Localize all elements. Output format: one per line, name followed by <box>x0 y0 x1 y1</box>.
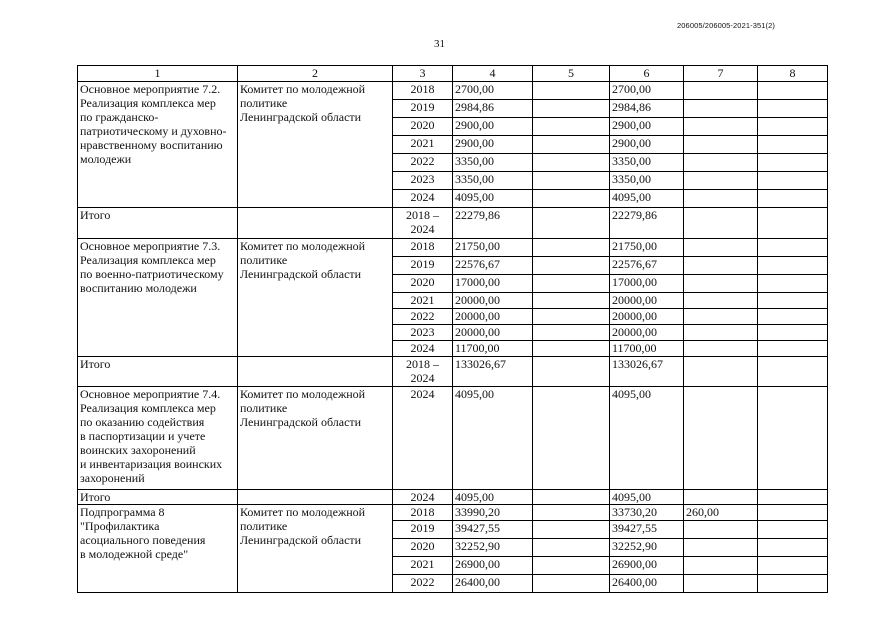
total-period-line: 2018 – <box>406 357 439 371</box>
amount-col6: 3350,00 <box>610 172 684 190</box>
activity-description-line: асоциального поведения <box>80 533 206 547</box>
amount-col5 <box>533 521 610 539</box>
activity-description-line: воинских захоронений <box>80 443 196 457</box>
amount-col6: 2900,00 <box>610 118 684 136</box>
amount-col7 <box>684 325 758 341</box>
year-cell: 2019 <box>393 521 453 539</box>
amount-col7 <box>684 275 758 293</box>
responsible-executor-line: Ленинградской области <box>240 110 362 124</box>
table-body <box>78 66 828 593</box>
activity-description-line: "Профилактика <box>80 519 160 533</box>
responsible-executor-line: политике <box>240 253 288 267</box>
total-period: 2024 <box>393 490 453 505</box>
amount-col8 <box>758 293 828 309</box>
responsible-executor <box>238 239 393 357</box>
responsible-executor <box>238 82 393 208</box>
year-cell: 2024 <box>393 341 453 357</box>
total-label: Итого <box>78 208 238 239</box>
total-period <box>393 208 453 239</box>
amount-total: 3350,00 <box>453 172 533 190</box>
column-header: 3 <box>393 66 453 82</box>
amount-col5 <box>533 325 610 341</box>
responsible-executor-line: политике <box>240 401 288 415</box>
amount-total: 17000,00 <box>453 275 533 293</box>
budget-table <box>77 65 828 593</box>
total-col7 <box>684 357 758 387</box>
total-col8 <box>758 357 828 387</box>
responsible-executor-line: Комитет по молодежной <box>240 239 366 253</box>
amount-col7 <box>684 257 758 275</box>
table-row <box>78 82 828 100</box>
amount-col8 <box>758 387 828 490</box>
amount-total: 20000,00 <box>453 325 533 341</box>
amount-total: 4095,00 <box>453 190 533 208</box>
amount-col6: 39427,55 <box>610 521 684 539</box>
amount-col5 <box>533 118 610 136</box>
table-row <box>78 505 828 521</box>
column-header: 2 <box>238 66 393 82</box>
amount-col8 <box>758 82 828 100</box>
activity-description-line: воспитанию молодежи <box>80 281 197 295</box>
activity-description-line: Основное мероприятие 7.2. <box>80 82 221 96</box>
amount-col6: 11700,00 <box>610 341 684 357</box>
amount-col7 <box>684 521 758 539</box>
amount-col6: 20000,00 <box>610 309 684 325</box>
column-header: 4 <box>453 66 533 82</box>
year-cell: 2019 <box>393 257 453 275</box>
amount-col6: 4095,00 <box>610 387 684 490</box>
activity-description <box>78 387 238 490</box>
activity-description <box>78 505 238 593</box>
amount-col5 <box>533 293 610 309</box>
activity-description-line: нравственному воспитанию <box>80 138 223 152</box>
amount-col8 <box>758 257 828 275</box>
total-executor <box>238 490 393 505</box>
column-header: 8 <box>758 66 828 82</box>
activity-description <box>78 82 238 208</box>
year-cell: 2021 <box>393 557 453 575</box>
total-period-line: 2018 – <box>406 208 439 222</box>
amount-col8 <box>758 557 828 575</box>
responsible-executor-line: Ленинградской области <box>240 267 362 281</box>
amount-col7 <box>684 387 758 490</box>
amount-col7 <box>684 118 758 136</box>
total-amount: 22279,86 <box>453 208 533 239</box>
total-row <box>78 208 828 239</box>
amount-total: 2984,86 <box>453 100 533 118</box>
activity-description-line: Подпрограмма 8 <box>80 505 165 519</box>
amount-col7 <box>684 239 758 257</box>
activity-description-line: Реализация комплекса мер <box>80 96 216 110</box>
amount-total: 26400,00 <box>453 575 533 593</box>
document-id: 206005/206005-2021-351(2) <box>677 21 775 30</box>
amount-col6: 2900,00 <box>610 136 684 154</box>
amount-col6: 2984,86 <box>610 100 684 118</box>
amount-total: 4095,00 <box>453 387 533 490</box>
page-number: 31 <box>434 38 445 50</box>
total-period-line: 2024 <box>410 371 435 385</box>
column-header: 7 <box>684 66 758 82</box>
total-row <box>78 490 828 505</box>
amount-col6: 33730,20 <box>610 505 684 521</box>
amount-col6: 17000,00 <box>610 275 684 293</box>
total-col5 <box>533 490 610 505</box>
amount-total: 39427,55 <box>453 521 533 539</box>
amount-col5 <box>533 539 610 557</box>
activity-description-line: по гражданско- <box>80 110 159 124</box>
total-amount: 133026,67 <box>453 357 533 387</box>
amount-total: 22576,67 <box>453 257 533 275</box>
amount-col8 <box>758 341 828 357</box>
activity-description-line: Реализация комплекса мер <box>80 253 216 267</box>
amount-col7 <box>684 154 758 172</box>
year-cell: 2022 <box>393 575 453 593</box>
amount-total: 2700,00 <box>453 82 533 100</box>
amount-col5 <box>533 505 610 521</box>
amount-col6: 20000,00 <box>610 325 684 341</box>
year-cell: 2018 <box>393 505 453 521</box>
amount-col5 <box>533 575 610 593</box>
amount-col7 <box>684 172 758 190</box>
year-cell: 2022 <box>393 309 453 325</box>
header-row <box>78 66 828 82</box>
amount-col8 <box>758 154 828 172</box>
amount-col7 <box>684 136 758 154</box>
amount-col8 <box>758 309 828 325</box>
column-header: 6 <box>610 66 684 82</box>
amount-col7 <box>684 293 758 309</box>
amount-col8 <box>758 275 828 293</box>
total-col5 <box>533 357 610 387</box>
amount-col8 <box>758 325 828 341</box>
total-label: Итого <box>78 357 238 387</box>
amount-col6: 3350,00 <box>610 154 684 172</box>
year-cell: 2019 <box>393 100 453 118</box>
year-cell: 2021 <box>393 293 453 309</box>
amount-col5 <box>533 154 610 172</box>
year-cell: 2020 <box>393 539 453 557</box>
total-period <box>393 357 453 387</box>
total-col7 <box>684 208 758 239</box>
total-col6: 4095,00 <box>610 490 684 505</box>
year-cell: 2021 <box>393 136 453 154</box>
amount-total: 3350,00 <box>453 154 533 172</box>
amount-col8 <box>758 190 828 208</box>
activity-description-line: в паспортизации и учете <box>80 429 206 443</box>
responsible-executor-line: Комитет по молодежной <box>240 387 366 401</box>
amount-col6: 26900,00 <box>610 557 684 575</box>
amount-col7 <box>684 309 758 325</box>
total-executor <box>238 208 393 239</box>
year-cell: 2024 <box>393 190 453 208</box>
year-cell: 2018 <box>393 239 453 257</box>
responsible-executor-line: Ленинградской области <box>240 415 362 429</box>
year-cell: 2022 <box>393 154 453 172</box>
year-cell: 2024 <box>393 387 453 490</box>
amount-col8 <box>758 521 828 539</box>
amount-col5 <box>533 341 610 357</box>
amount-col5 <box>533 257 610 275</box>
amount-col8 <box>758 239 828 257</box>
amount-col8 <box>758 118 828 136</box>
amount-col5 <box>533 100 610 118</box>
amount-total: 20000,00 <box>453 309 533 325</box>
amount-col6: 4095,00 <box>610 190 684 208</box>
activity-description-line: молодежи <box>80 152 132 166</box>
amount-col8 <box>758 172 828 190</box>
total-amount: 4095,00 <box>453 490 533 505</box>
amount-col6: 2700,00 <box>610 82 684 100</box>
amount-col7 <box>684 82 758 100</box>
amount-col5 <box>533 136 610 154</box>
amount-col5 <box>533 387 610 490</box>
total-col6: 22279,86 <box>610 208 684 239</box>
amount-col6: 20000,00 <box>610 293 684 309</box>
amount-col8 <box>758 505 828 521</box>
responsible-executor-line: политике <box>240 96 288 110</box>
total-period-line: 2024 <box>410 222 435 236</box>
amount-total: 11700,00 <box>453 341 533 357</box>
year-cell: 2023 <box>393 325 453 341</box>
responsible-executor-line: Комитет по молодежной <box>240 505 366 519</box>
table-row <box>78 387 828 490</box>
responsible-executor <box>238 387 393 490</box>
amount-col7 <box>684 341 758 357</box>
activity-description <box>78 239 238 357</box>
activity-description-line: патриотическому и духовно- <box>80 124 227 138</box>
amount-col5 <box>533 172 610 190</box>
responsible-executor-line: Комитет по молодежной <box>240 82 366 96</box>
total-col5 <box>533 208 610 239</box>
amount-total: 21750,00 <box>453 239 533 257</box>
total-label: Итого <box>78 490 238 505</box>
amount-total: 33990,20 <box>453 505 533 521</box>
amount-col5 <box>533 557 610 575</box>
activity-description-line: Основное мероприятие 7.3. <box>80 239 221 253</box>
total-row <box>78 357 828 387</box>
activity-description-line: и инвентаризация воинских <box>80 457 223 471</box>
amount-col5 <box>533 239 610 257</box>
amount-col8 <box>758 136 828 154</box>
amount-col7 <box>684 575 758 593</box>
amount-total: 2900,00 <box>453 118 533 136</box>
year-cell: 2020 <box>393 118 453 136</box>
amount-total: 26900,00 <box>453 557 533 575</box>
amount-col6: 26400,00 <box>610 575 684 593</box>
amount-col7 <box>684 100 758 118</box>
year-cell: 2023 <box>393 172 453 190</box>
amount-col5 <box>533 82 610 100</box>
total-executor <box>238 357 393 387</box>
responsible-executor-line: Ленинградской области <box>240 533 362 547</box>
column-header: 1 <box>78 66 238 82</box>
amount-col6: 22576,67 <box>610 257 684 275</box>
total-col8 <box>758 208 828 239</box>
responsible-executor <box>238 505 393 593</box>
amount-total: 2900,00 <box>453 136 533 154</box>
amount-col8 <box>758 575 828 593</box>
activity-description-line: Реализация комплекса мер <box>80 401 216 415</box>
activity-description-line: по военно-патриотическому <box>80 267 224 281</box>
table-row <box>78 239 828 257</box>
amount-col8 <box>758 100 828 118</box>
amount-col6: 32252,90 <box>610 539 684 557</box>
amount-col8 <box>758 539 828 557</box>
amount-col7 <box>684 539 758 557</box>
amount-col5 <box>533 190 610 208</box>
column-header: 5 <box>533 66 610 82</box>
activity-description-line: по оказанию содействия <box>80 415 205 429</box>
year-cell: 2020 <box>393 275 453 293</box>
activity-description-line: захоронений <box>80 471 145 485</box>
responsible-executor-line: политике <box>240 519 288 533</box>
total-col8 <box>758 490 828 505</box>
year-cell: 2018 <box>393 82 453 100</box>
amount-col6: 21750,00 <box>610 239 684 257</box>
amount-col7 <box>684 190 758 208</box>
amount-col7 <box>684 557 758 575</box>
activity-description-line: Основное мероприятие 7.4. <box>80 387 221 401</box>
total-col6: 133026,67 <box>610 357 684 387</box>
amount-col5 <box>533 275 610 293</box>
amount-total: 20000,00 <box>453 293 533 309</box>
activity-description-line: в молодежной среде" <box>80 547 189 561</box>
total-col7 <box>684 490 758 505</box>
amount-total: 32252,90 <box>453 539 533 557</box>
amount-col5 <box>533 309 610 325</box>
amount-col7: 260,00 <box>684 505 758 521</box>
